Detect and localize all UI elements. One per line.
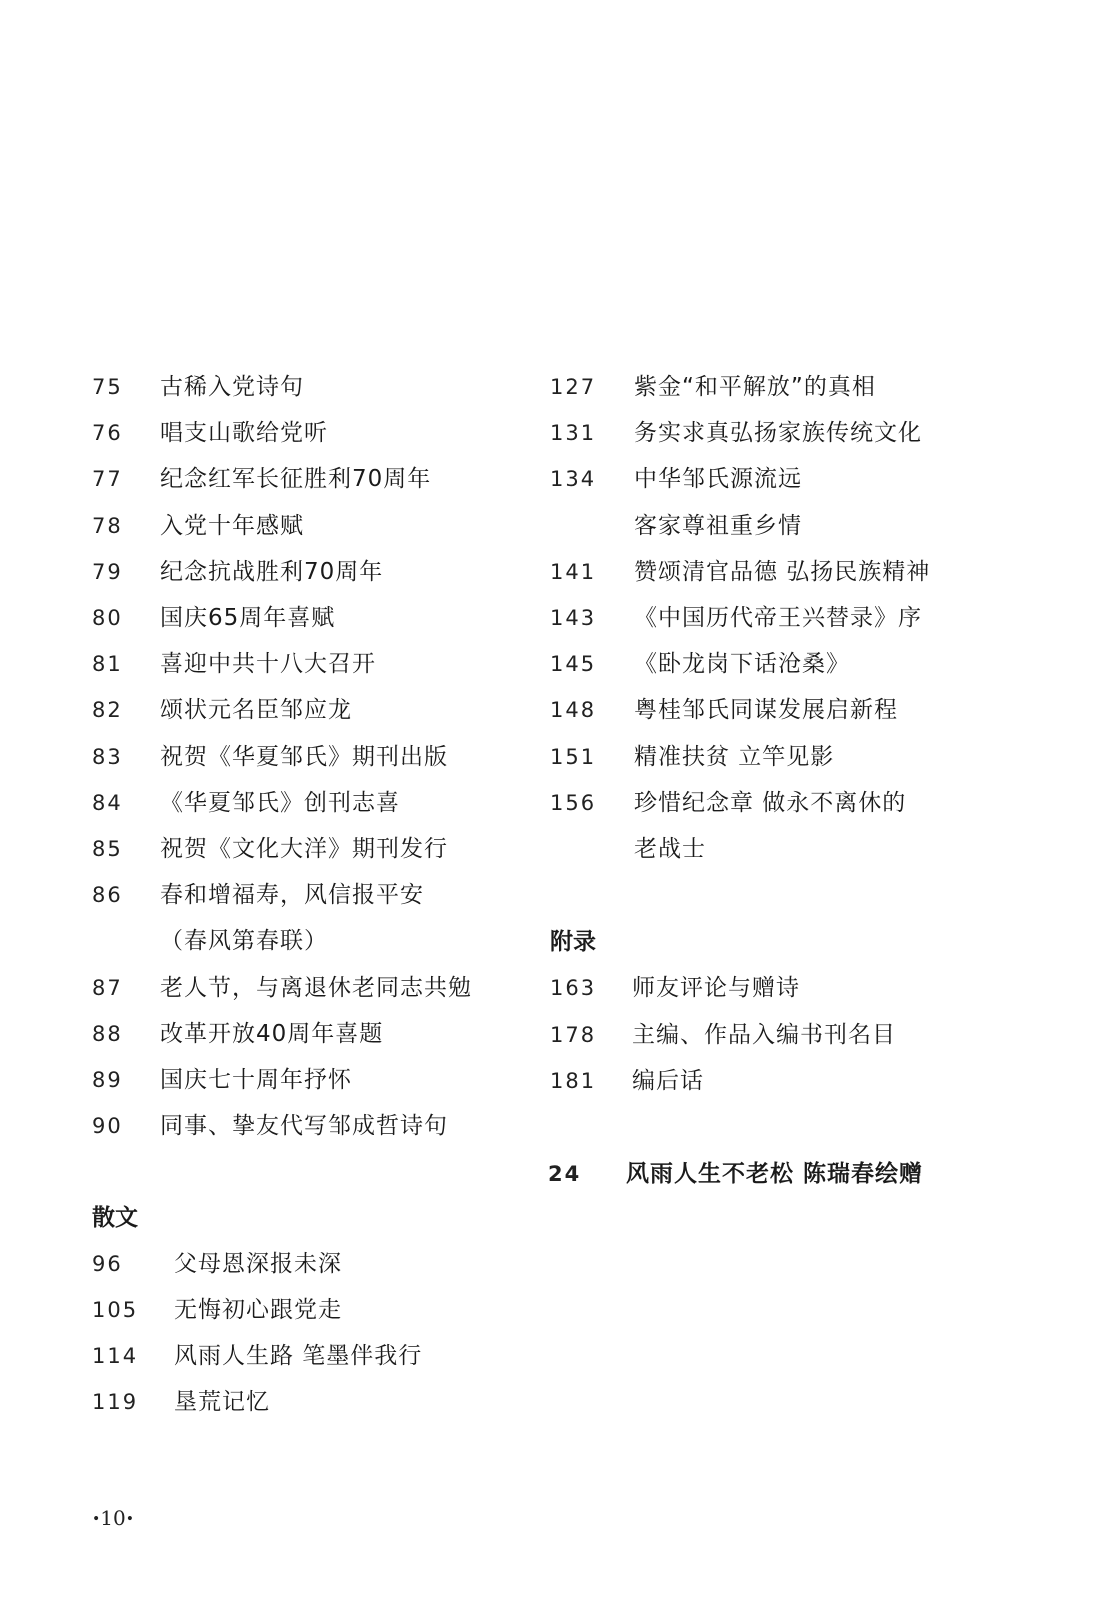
section-heading-prose: 散文 [92,1205,138,1231]
toc-page-number: 119 [92,1390,139,1414]
toc-page-number: 83 [92,744,123,769]
toc-page-number: 141 [550,559,597,584]
toc-page-number: 156 [550,790,597,815]
toc-entry-title: 中华邹氏源流远 [634,466,802,493]
toc-entry-title: 《华夏邹氏》创刊志喜 [160,789,400,816]
toc-page-number: 89 [92,1068,123,1092]
toc-entry-title: 纪念抗战胜利70周年 [160,558,384,585]
toc-page-number: 75 [92,375,123,399]
toc-entry-title: 唱支山歌给党听 [160,420,328,447]
toc-entry-title: 春和增福寿，风信报平安 [160,882,424,909]
footer-dot-right: • [125,1511,134,1528]
toc-entry-title: 主编、作品入编书刊名目 [632,1021,896,1048]
toc-page-number: 105 [92,1298,139,1322]
toc-entry-title: 国庆65周年喜赋 [160,605,336,631]
toc-entry-title: 编后话 [632,1068,704,1094]
toc-entry-title: 《卧龙岗下话沧桑》 [634,651,850,678]
toc-page-number: 77 [92,467,123,492]
toc-entry-title: 风雨人生不老松 陈瑞春绘赠 [626,1161,924,1187]
toc-page-number: 90 [92,1114,123,1139]
toc-page-number: 163 [550,976,597,1000]
toc-page-number: 148 [550,698,597,723]
toc-page-number: 81 [92,652,123,677]
toc-entry-title: 老战士 [634,836,706,862]
toc-page-number: 76 [92,421,123,446]
toc-page-number: 178 [550,1022,597,1047]
toc-page-number: 82 [92,698,123,723]
toc-page-number: 131 [550,421,597,446]
toc-page-number: 85 [92,837,123,861]
toc-page-number: 151 [550,744,597,769]
footer-dot-left: • [92,1511,101,1528]
toc-page-number: 134 [550,467,597,492]
toc-entry-title: 国庆七十周年抒怀 [160,1067,352,1093]
toc-entry-title: 粤桂邹氏同谋发展启新程 [634,697,898,724]
toc-page-number: 80 [92,606,123,630]
toc-page-number: 114 [92,1344,139,1368]
toc-page-number: 143 [550,606,597,630]
toc-entry-title: 颂状元名臣邹应龙 [160,697,352,724]
toc-entry-title: 无悔初心跟党走 [174,1297,342,1323]
toc-page-number: 79 [92,559,123,584]
toc-page-number: 96 [92,1252,123,1276]
toc-entry-title: 喜迎中共十八大召开 [160,651,376,678]
toc-page-number: 86 [92,883,123,908]
toc-entry-title: 父母恩深报未深 [174,1251,342,1277]
toc-page-number: 88 [92,1021,123,1046]
toc-entry-title: 垦荒记忆 [174,1389,270,1415]
toc-entry-title: 精准扶贫 立竿见影 [634,743,835,770]
toc-entry-title: 珍惜纪念章 做永不离休的 [634,789,907,816]
toc-entry-title: 入党十年感赋 [160,512,304,539]
toc-entry-title: （春风第春联） [160,928,328,955]
toc-entry-title: 同事、挚友代写邹成哲诗句 [160,1113,448,1140]
toc-entry-title: 客家尊祖重乡情 [634,512,802,539]
section-heading-appendix: 附录 [550,929,596,955]
toc-page-number: 84 [92,790,123,815]
toc-entry-title: 改革开放40周年喜题 [160,1020,384,1047]
toc-page-number: 181 [550,1069,597,1093]
toc-page-number: 127 [550,375,597,399]
toc-page-number: 145 [550,652,597,677]
toc-page-number: 87 [92,975,123,1000]
toc-entry-title: 风雨人生路 笔墨伴我行 [174,1343,423,1369]
toc-entry-title: 赞颂清官品德 弘扬民族精神 [634,558,931,585]
toc-entry-title: 纪念红军长征胜利70周年 [160,466,432,493]
toc-entry-title: 紫金“和平解放”的真相 [634,374,876,400]
footer-page-number: 10 [100,1506,126,1530]
toc-page-number: 78 [92,513,123,538]
toc-entry-title: 师友评论与赠诗 [632,975,800,1001]
toc-page-number: 24 [548,1162,582,1186]
toc-entry-title: 老人节，与离退休老同志共勉 [160,974,472,1001]
toc-entry-title: 祝贺《华夏邹氏》期刊出版 [160,743,448,770]
toc-entry-title: 祝贺《文化大洋》期刊发行 [160,836,448,862]
toc-entry-title: 古稀入党诗句 [160,374,304,400]
toc-entry-title: 《中国历代帝王兴替录》序 [634,605,922,631]
toc-entry-title: 务实求真弘扬家族传统文化 [634,420,922,447]
page-footer [92,1506,134,1530]
